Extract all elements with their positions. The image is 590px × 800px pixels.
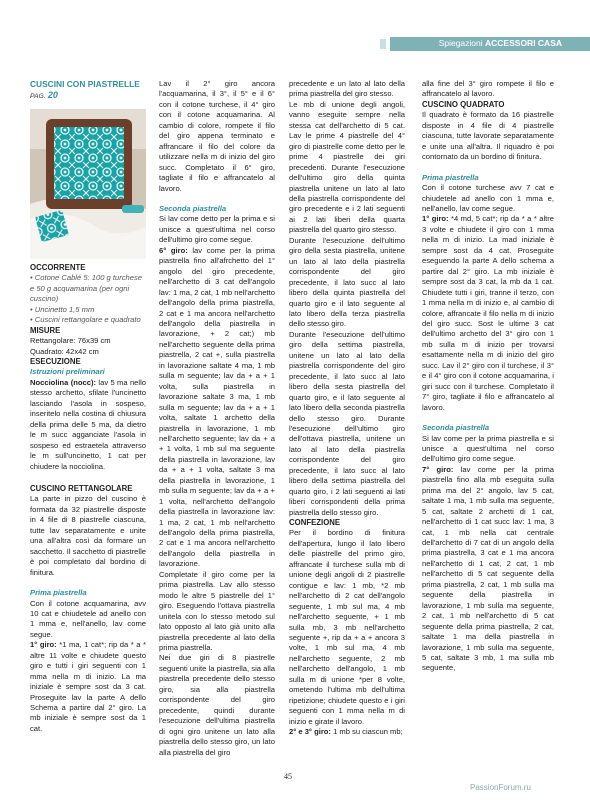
column-1 bbox=[30, 79, 146, 734]
term-nocciolina: Nocciolina (nocc): bbox=[30, 377, 97, 387]
paragraph-giro-2-3 bbox=[289, 727, 405, 737]
paragraph-giro-1 bbox=[30, 640, 146, 734]
heading-misure: MISURE bbox=[30, 325, 61, 335]
page-number: 45 bbox=[284, 772, 292, 781]
materials-item: • Cuscini rettangolare e quadrato bbox=[30, 315, 141, 325]
paragraph: La parte in pizzo del cuscino è formata da 32 piastrelle disposte in 4 file di 8 piastrelle ciascuna, tutte lav separatamente e unite una all'altra così da formare un sacchetto. Il sacchetto di piastrelle è poi completato dal bordino di finitura. bbox=[30, 494, 146, 577]
term-giro: 1° giro: bbox=[30, 640, 57, 650]
paragraph: Nei due giri di 8 piastrelle seguenti unite la piastrella, sia alla piastrella precedente dello stesso giro, sia alla piastrella corrispondente del giro precedente, quindi durante l'esecuzione dell'ultima piastrella di ogni giro unitene un lato alla piastrella dello stesso giro, un lato alla piastrella del giro bbox=[159, 653, 275, 757]
heading-confezione: CONFEZIONE bbox=[289, 518, 341, 528]
paragraph: Per il bordino di finitura dell'apertura, lungo il lato libero delle piastrelle del primo giro, affrancate il turchese sulla mb di unione degli angoli di 2 piastrelle contigue e lav: 1 mb, *2 mb nell'archetto di 2 cat dell'angolo seguente, 1 mb sul ma, 4 mb nell'archetto seguente, + 1 mb sulla mb, 3 mb nell'archetto seguente +, rip da + a + ancora 3 volte, 1 mb sul ma, 4 mb nell'archetto seguente, 2 mb nell'archetto dell'angolo, 1 mb sulla m di unione *per 8 volte, ometendo l'ultima mb dell'ultima ripetizione; chiudete questo e i giri seguenti con 1 mma nella m di inizio e girate il lavoro. bbox=[289, 528, 405, 726]
paragraph: Le mb di unione degli angoli, vanno eseguite sempre nella stessa cat dell'archetto di 5 cat. Lav le prime 4 piastrelle del 4° giro di piastrelle come detto per le prime 4 piastrelle dei giri precedenti. Durante l'esecuzione dell'ultimo giro della quinta piastrella unitene un lato al lato della piastrella corrispondente del giro precedente e i 2 lati seguenti ai 2 lati liberi della quarta piastrella del quarto giro stesso. bbox=[289, 99, 405, 235]
header-section: Spiegazioni bbox=[438, 38, 483, 48]
text-giro: lav come per la prima piastrella fino alla mb eseguita sulla prima ma del 2° angolo, lav 5 cat, saltate 1 ma, 1 mb sulla ma seguente, 5 cat, saltate 2 archetti di 1 cat, nell'archetto di 1 cat succ lav: 1 ma, 3 cat, 1 mb nella cat centrale dell'archetto di 7 cat di un angolo della prima piastrella, 3 cat e 1 ma ancora nell'archetto di 1 cat, 2 cat, 1 mb nell'archetto di 5 cat seguente della prima piastrella, 2 cat, 1 mb sulla ma seguente della piastrella in lavorazione, 1 mb sulla ma seguente, 2 cat, 1 mb nell'archetto di 5 cat seguente della prima piastrella, 2 cat, saltate 1 ma della piastrella in lavorazione, 1 mb sulla ma seguente, 5 cat, saltate 3 mb, 1 ma sulla mb seguente, bbox=[422, 464, 554, 673]
paragraph: Lav il 2° giro ancora l'acquamarina, il 3°, il 5° e il 6° con il cotone turchese, il 4° giro con il cotone acquamarina. Al cambio di colore, rompete il filo del giro appena terminato e affrancare il filo del colore da utilizzare nella m di inizio del giro succ. Completato il 6° giro, tagliate il filo e affrancatelo al lavoro. bbox=[159, 79, 275, 193]
term-giro: 7° giro: bbox=[422, 464, 454, 474]
size-item: Rettangolare: 76x39 cm bbox=[30, 336, 111, 346]
paragraph: Si lav come detto per la prima e si unisce a quest'ultima nel corso dell'ultimo giro come segue. bbox=[159, 214, 275, 245]
header-accent bbox=[380, 39, 386, 49]
page-ref-label: PAG. bbox=[30, 93, 46, 101]
materials-item: • Cotone Cablé 5: 100 g turchese e 50 g acquamarina (per ogni cuscino) bbox=[30, 273, 142, 304]
term-giro: 2° e 3° giro: bbox=[289, 727, 331, 737]
running-header bbox=[0, 37, 590, 51]
paragraph-giro-1 bbox=[422, 214, 554, 413]
column-3 bbox=[289, 79, 405, 738]
cushion-image bbox=[30, 109, 146, 259]
header-text bbox=[439, 38, 562, 48]
paragraph: Il quadrato è formato da 16 piastrelle disposte in 4 file di 4 piastrelle ciascuna, tutte lavorate separatamente e unite una all'altra. Il riquadro è poi contornato da un bordino di finitura. bbox=[422, 110, 554, 162]
term-giro: 1° giro: bbox=[422, 214, 449, 224]
term-giro: 6° giro: bbox=[159, 245, 188, 255]
paragraph: Durante l'esecuzione dell'ultimo giro della sesta piastrella, unitene un lato al lato della piastrella corrispondente del giro precedente, il lato succ al lato libero della quinta piastrella del quarto giro e il lato seguente al lato libero della terza piastrella dello stesso giro. bbox=[289, 235, 405, 329]
paragraph: alla fine del 3° giro rompete il filo e affrancatelo al lavoro. bbox=[422, 79, 554, 99]
subheading-prima-piastrella: Prima piastrella bbox=[422, 172, 479, 182]
column-4 bbox=[422, 79, 554, 674]
text-giro: *4 md, 5 cat*; rip da * a * altre 3 volte e chiudete il giro con 1 mma nella m di inizio. La mad iniziale è sempre sost da 4 cat. Proseguite eseguendo la parte A dello schema a partire dal 2° giro. La mb iniziale è sempre sost da 3 cat, la mb da 1 cat. Chiudete tutti i giri, tranne il terzo, con 1 mma nella m di inizio e, al cambio di colore, affrancate il filo nella m di inizio del giro succ. Sost le ultime 3 cat dell'ultimo archetto del 3° giro con 1 mb sulla m di inizio per trovarsi esattamente nella m di inizio del giro succ. Lav il 2° giro con il turchese, il 3° e il 4° giro con il cotone acquamarina, i giri succ con il turchese. Completato il 7° giro, tagliate il filo e affrancatelo al lavoro. bbox=[422, 214, 554, 412]
subheading-seconda-piastrella: Seconda piastrella bbox=[159, 203, 227, 213]
text-giro: *1 ma, 1 cat*; rip da * a * altre 11 volte e chiudete questo giro e tutti i giri seguenti con 1 mma nella m di inizio. La ma iniziale è sempre sost da 3 cat. Proseguite lav la parte A dello Schema a partire dal 2° giro. La mb iniziale è sempre sost da 1 cat. bbox=[30, 640, 147, 733]
text-nocciolina: lav 5 ma nello stesso archetto, sfilate l'uncinetto lasciando l'asola in sospeso, inseritelo nella costina di chiusura della prima delle 5 ma, da dietro le m succ agganciate l'asola in sospeso ed estraetela attraverso le m sull'uncinetto, 1 cat per chiudere la nocciolina. bbox=[30, 377, 146, 471]
paragraph-giro-7 bbox=[422, 465, 554, 674]
article-title: CUSCINI CON PIASTRELLE bbox=[30, 79, 140, 89]
column-2 bbox=[159, 79, 275, 758]
materials-item: • Uncinetto 1,5 mm bbox=[30, 304, 95, 314]
subheading-istruzioni: Istruzioni preliminari bbox=[30, 367, 105, 377]
subheading-seconda-piastrella: Seconda piastrella bbox=[422, 423, 490, 433]
heading-esecuzione: ESECUZIONE bbox=[30, 356, 81, 366]
paragraph: precedente e un lato al lato della prima piastrella del giro stesso. bbox=[289, 79, 405, 99]
watermark: PassionForum.ru bbox=[470, 783, 531, 792]
heading-occorrente: OCCORRENTE bbox=[30, 262, 86, 272]
heading-rettangolare: CUSCINO RETTANGOLARE bbox=[30, 483, 133, 493]
paragraph: Con il cotone turchese avv 7 cat e chiudetele ad anello con 1 mma e, nell'anello, lav come segue. bbox=[422, 183, 554, 213]
paragraph: Completate il giro come per la prima piastrella. Lav allo stesso modo le altre 5 piastrelle del 1° giro. Eseguendo l'ottava piastrella unitela con lo stesso metodo sul lato opposto al lato già unito alla piastrella precedente al lato della prima piastrella. bbox=[159, 569, 275, 653]
page-ref-number: 20 bbox=[47, 90, 58, 101]
text-giro: lav come per la prima piastrella fino all'afrchetto del 1° angolo del giro precedente, nell'archetto di 3 cat dell'angolo lav: 1 ma, 2 cat, 1 mb nell'archetto dell'angolo della prima piastrella, 2 cat e 1 ma ancora nell'archetto dell'angolo della piastrella in lavorazione, + 2 cat;) mb nell'archetto seguente della prima piastrella, 2 cat +, sulla piastrella in lavorazione saltate 4 ma, 1 mb sulla m seguente; lav da + a + 1 volta, sulla piastrella in lavorazione saltate 3 ma, 1 mb sulla m seguente; lav da + a + 1 volta, saltate 1 archetto della piastrella in lavorazione, 1 mb nell'archetto seguente; lav da + a + 1 volta, 1 mb sul ma seguente della piastrella in lavorazione, lav da + a + 1 volta, saltate 3 ma della piastrella in lavorazione, 1 mb sulla m seguente; lav da + a + 1 volta, nell'archetto dell'angolo della piastrella in lavorazione lav: 1 ma, 2 cat, 1 mb nell'archetto dell'angolo della prima piastrella, 2 cat e 1 ma ancora nell'archetto dell'angolo della piastrella in lavorazione. bbox=[159, 245, 275, 569]
text-giro: 1 mb su ciascun mb; bbox=[330, 727, 403, 737]
paragraph-nocciolina bbox=[30, 378, 146, 472]
subheading-prima-piastrella: Prima piastrella bbox=[30, 588, 87, 598]
paragraph: Con il cotone acquamarina, avv 10 cat e chiudetele ad anello con 1 mma e, nell'anello, lav come segue. bbox=[30, 598, 146, 639]
paragraph: Si lav come per la prima piastrella e si unisce a quest'ultima nel corso dell'ultimo giro come segue. bbox=[422, 433, 554, 464]
paragraph-giro-6 bbox=[159, 246, 275, 570]
paragraph: Durante l'esecuzione dell'ultimo giro della settima piastrella, unitene un lato al lato della piastrella corrispondente del giro precedente, il lato succ al lato libero della sesta piastrella del quarto giro, e il lato seguente al lato libero della seconda piastrella dello stesso giro. Durante l'esecuzione dell'ultimo giro dell'ottava piastrella, unitene un lato al lato della piastrella corrispondente del giro precedente, il lato succ al lato libero della settima piastrella del quarto giro, i 2 lati seguenti ai lati liberi corrispondenti della prima piastrella dello stesso giro. bbox=[289, 329, 405, 517]
heading-quadrato: CUSCINO QUADRATO bbox=[422, 99, 505, 109]
header-category: ACCESSORI CASA bbox=[485, 38, 562, 48]
cushion-photo bbox=[30, 109, 146, 259]
size-item: Quadrato: 42x42 cm bbox=[30, 346, 99, 356]
article-title-line bbox=[30, 79, 146, 103]
